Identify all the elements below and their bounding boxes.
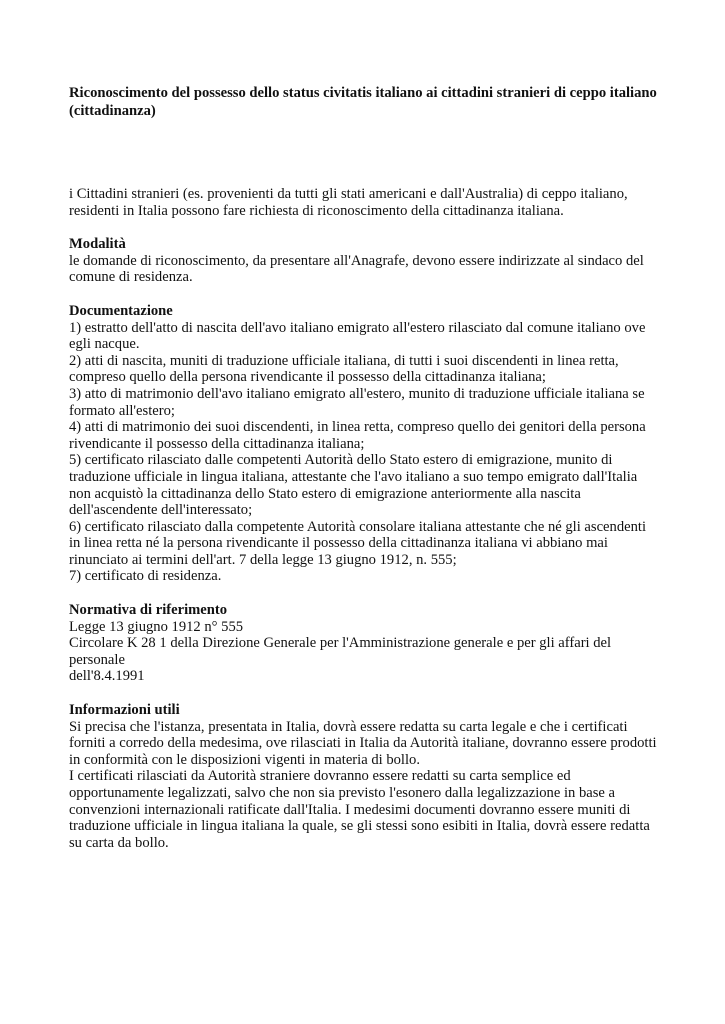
- document-page: [69, 84, 659, 851]
- informazioni-paragraph-2: I certificati rilasciati da Autorità straniere dovranno essere redatti su carta semplice ed opportunamente legalizzati, salvo che non sia previsto l'esonero dalla legalizzazione in base a convenzioni internazionali ratificate dall'Italia. I medesimi documenti dovranno essere muniti di traduzione ufficiale in lingua italiana la quale, se gli stessi sono esibiti in Italia, dovrà essere redatta su carta da bollo.: [69, 768, 650, 851]
- documentazione-item-2: 2) atti di nascita, muniti di traduzione ufficiale italiana, di tutti i suoi discendenti in linea retta, compreso quello della persona rivendicante il possesso della cittadinanza italiana;: [69, 352, 619, 386]
- section-documentazione: [69, 303, 659, 585]
- documentazione-item-7: 7) certificato di residenza.: [69, 568, 222, 585]
- normativa-line-circolare: Circolare K 28 1 della Direzione Generale per l'Amministrazione generale e per gli affari del personale: [69, 635, 612, 668]
- section-informazioni: [69, 702, 659, 851]
- normativa-line-data: dell'8.4.1991: [69, 668, 145, 685]
- section-modalita: [69, 236, 659, 286]
- section-heading-documentazione: Documentazione: [69, 302, 173, 319]
- documentazione-item-4: 4) atti di matrimonio dei suoi discendenti, in linea retta, compreso quello dei genitori della persona rivendicante il possesso della cittadinanza italiana;: [69, 419, 646, 452]
- document-title: Riconoscimento del possesso dello status civitatis italiano ai cittadini stranieri di ceppo italiano (cittadinanza): [69, 85, 657, 119]
- section-normativa: [69, 602, 659, 685]
- section-heading-normativa: Normativa di riferimento: [69, 602, 228, 619]
- section-heading-informazioni: Informazioni utili: [69, 702, 180, 719]
- section-heading-modalita: Modalità: [69, 236, 126, 253]
- intro-paragraph: i Cittadini stranieri (es. provenienti da tutti gli stati americani e dall'Australia) di ceppo italiano, residenti in Italia possono fare richiesta di riconoscimento della cittadinanza italiana.: [69, 186, 628, 219]
- modalita-text: le domande di riconoscimento, da presentare all'Anagrafe, devono essere indirizzate al sindaco del comune di residenza.: [69, 252, 644, 286]
- documentazione-item-1: 1) estratto dell'atto di nascita dell'avo italiano emigrato all'estero rilasciato dal comune italiano ove egli nacque.: [69, 319, 646, 353]
- documentazione-item-6: 6) certificato rilasciato dalla competente Autorità consolare italiana attestante che né gli ascendenti in linea retta né la persona rivendicante il possesso della cittadinanza italiana vi abbiano mai rinunciato ai termini dell'art. 7 della legge 13 giugno 1912, n. 555;: [69, 518, 647, 568]
- documentazione-item-3: 3) atto di matrimonio dell'avo italiano emigrato all'estero, munito di traduzione ufficiale italiana se formato all'estero;: [69, 385, 645, 419]
- documentazione-item-5: 5) certificato rilasciato dalle competenti Autorità dello Stato estero di emigrazione, munito di traduzione ufficiale in lingua italiana, attestante che l'avo italiano a suo tempo emigrato dall'Italia non acquistò la cittadinanza dello Stato estero di emigrazione anteriormente alla nascita dell'ascendente dell'interessato;: [69, 452, 638, 519]
- normativa-line-legge: Legge 13 giugno 1912 n° 555: [69, 618, 244, 635]
- informazioni-paragraph-1: Si precisa che l'istanza, presentata in Italia, dovrà essere redatta su carta legale e che i certificati forniti a corredo della medesima, ove rilasciati in Italia da Autorità italiane, dovranno essere prodotti in conformità con le disposizioni vigenti in materia di bollo.: [69, 718, 657, 768]
